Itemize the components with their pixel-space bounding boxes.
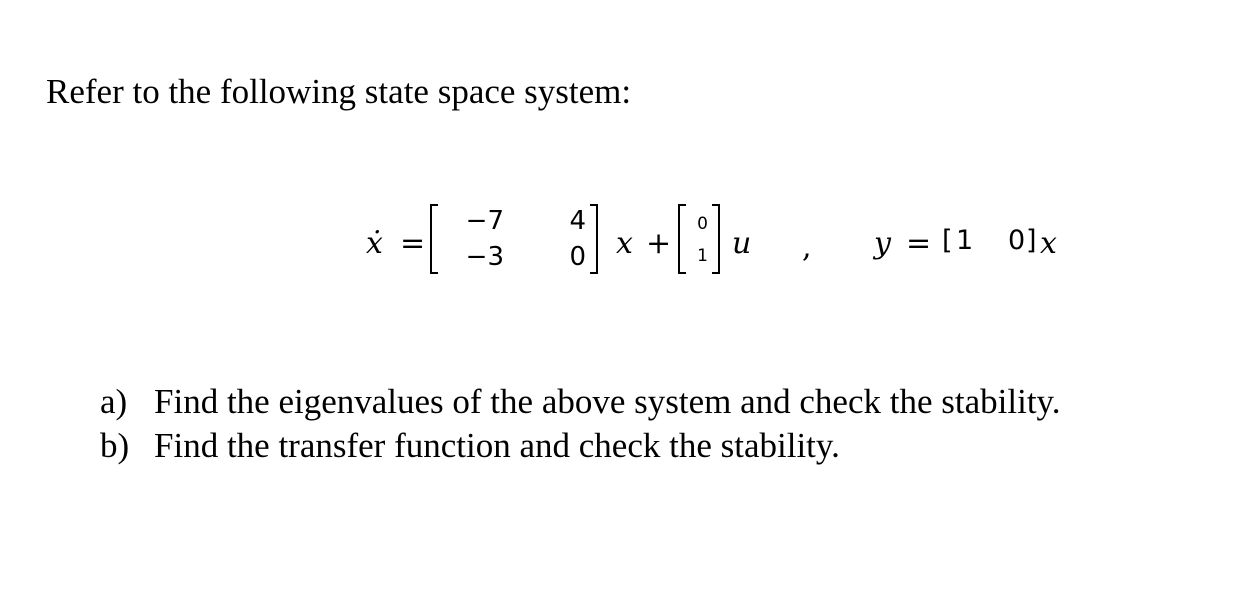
intro-text: Refer to the following state space system: [46,72,632,111]
equals-sign: = [400,226,426,261]
matrix-c-close-bracket: ] [1026,225,1037,256]
matrix-b-cell-1: 0 [697,214,708,234]
output-equals-sign: = [906,226,932,261]
question-a-label: a) [100,382,128,421]
matrix-a-right-bracket [590,204,598,274]
question-a-text: Find the eigenvalues of the above system and check the stability. [154,382,1061,421]
output-equation-state-symbol: x [1040,226,1057,261]
matrix-a-cell-21: −3 [465,242,504,272]
matrix-b-cell-2: 1 [697,246,708,266]
matrix-b-right-bracket [712,204,720,274]
matrix-c-cell-1: 1 [956,225,974,256]
question-b [100,424,1061,468]
state-variable-symbol: x [616,226,633,261]
comma: , [802,230,812,265]
matrix-a [430,204,598,276]
state-derivative-symbol: ẋ [366,226,383,261]
matrix-a-cell-11: −7 [465,206,504,236]
matrix-a-left-bracket [430,204,438,274]
matrix-b-left-bracket [678,204,686,274]
matrix-b [678,204,720,276]
output-variable-symbol: y [874,226,891,261]
matrix-c-cell-2: 0 [1008,225,1026,256]
input-variable-symbol: u [732,226,752,261]
question-b-label: b) [100,426,130,465]
question-b-text: Find the transfer function and check the stability. [154,426,840,465]
state-space-equation [364,200,1144,290]
question-list [100,380,1061,468]
matrix-a-cell-22: 0 [569,242,586,272]
question-a [100,380,1061,424]
matrix-c-open-bracket: [ [942,225,953,256]
matrix-a-cell-12: 4 [569,206,586,236]
plus-sign: + [646,226,672,261]
